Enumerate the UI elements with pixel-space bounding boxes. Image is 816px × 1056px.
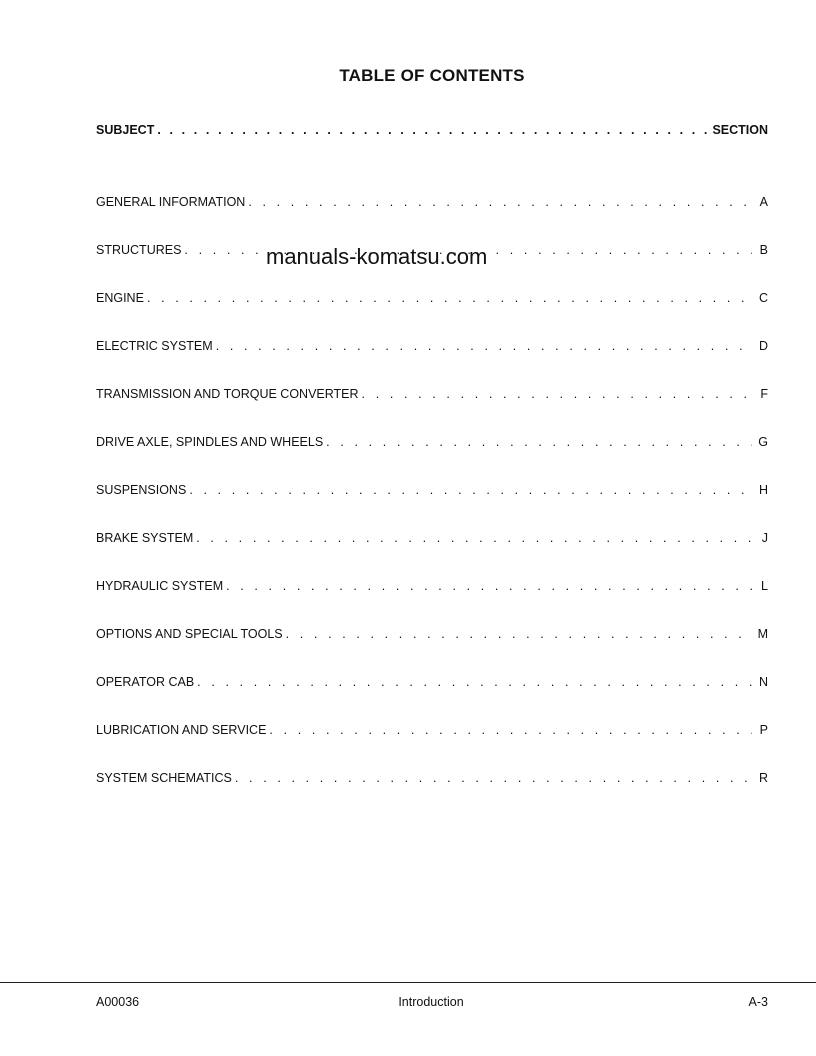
- watermark: manuals-komatsu.com: [266, 244, 488, 269]
- toc-entry-engine: [96, 291, 768, 305]
- section-column-label: SECTION: [712, 123, 768, 137]
- dot-leader: [189, 483, 752, 497]
- dot-leader: [269, 723, 752, 737]
- toc-entry-section: B: [759, 243, 768, 257]
- toc-entry-subject: LUBRICATION AND SERVICE: [96, 723, 267, 737]
- toc-entry-subject: DRIVE AXLE, SPINDLES AND WHEELS: [96, 435, 324, 449]
- footer-chapter: Introduction: [398, 995, 464, 1009]
- toc-entry-section: C: [758, 291, 768, 305]
- toc-entry-section: D: [758, 339, 768, 353]
- subject-column-label: SUBJECT: [96, 123, 155, 137]
- toc-entry-subject: HYDRAULIC SYSTEM: [96, 579, 224, 593]
- toc-entry-subject: SYSTEM SCHEMATICS: [96, 771, 232, 785]
- dot-leader: [147, 291, 752, 305]
- footer-divider: [0, 982, 816, 983]
- dot-leader: [157, 123, 708, 137]
- dot-leader: [235, 771, 752, 785]
- dot-leader: [286, 627, 752, 641]
- toc-entry-section: J: [761, 531, 768, 545]
- dot-leader: [362, 387, 752, 401]
- toc-entry-subject: STRUCTURES: [96, 243, 182, 257]
- toc-entry-section: M: [757, 627, 768, 641]
- dot-leader: [326, 435, 752, 449]
- toc-entry-subject: SUSPENSIONS: [96, 483, 187, 497]
- toc-entry-section: L: [761, 579, 768, 593]
- toc-entry-suspensions: [96, 483, 768, 497]
- toc-entry-drive-axle: [96, 435, 768, 449]
- toc-entry-options-special-tools: [96, 627, 768, 641]
- dot-leader: [197, 675, 752, 689]
- toc-entry-section: H: [758, 483, 768, 497]
- toc-entry-section: N: [758, 675, 768, 689]
- toc-entry-subject: ELECTRIC SYSTEM: [96, 339, 213, 353]
- toc-entry-section: P: [759, 723, 768, 737]
- toc-entry-subject: ENGINE: [96, 291, 144, 305]
- toc-entry-subject: OPTIONS AND SPECIAL TOOLS: [96, 627, 283, 641]
- toc-entry-section: A: [759, 195, 768, 209]
- toc-entry-general-information: [96, 195, 768, 209]
- toc-entry-operator-cab: [96, 675, 768, 689]
- toc-entry-subject: BRAKE SYSTEM: [96, 531, 194, 545]
- toc-entry-system-schematics: [96, 771, 768, 785]
- footer-page-number: A-3: [748, 995, 768, 1009]
- toc-entry-section: F: [760, 387, 768, 401]
- footer-doc-code: A00036: [96, 995, 140, 1009]
- toc-entry-hydraulic-system: [96, 579, 768, 593]
- toc-entry-subject: GENERAL INFORMATION: [96, 195, 246, 209]
- toc-entry-lubrication-service: [96, 723, 768, 737]
- page-title: TABLE OF CONTENTS: [339, 66, 525, 85]
- toc-entry-subject: OPERATOR CAB: [96, 675, 195, 689]
- toc-entry-subject: TRANSMISSION AND TORQUE CONVERTER: [96, 387, 359, 401]
- dot-leader: [226, 579, 752, 593]
- toc-entry-electric-system: [96, 339, 768, 353]
- toc-entry-section: G: [758, 435, 768, 449]
- toc-entry-transmission: [96, 387, 768, 401]
- dot-leader: [248, 195, 752, 209]
- toc-header-row: [96, 123, 768, 137]
- dot-leader: [216, 339, 752, 353]
- toc-entry-section: R: [758, 771, 768, 785]
- toc-entry-brake-system: [96, 531, 768, 545]
- dot-leader: [196, 531, 752, 545]
